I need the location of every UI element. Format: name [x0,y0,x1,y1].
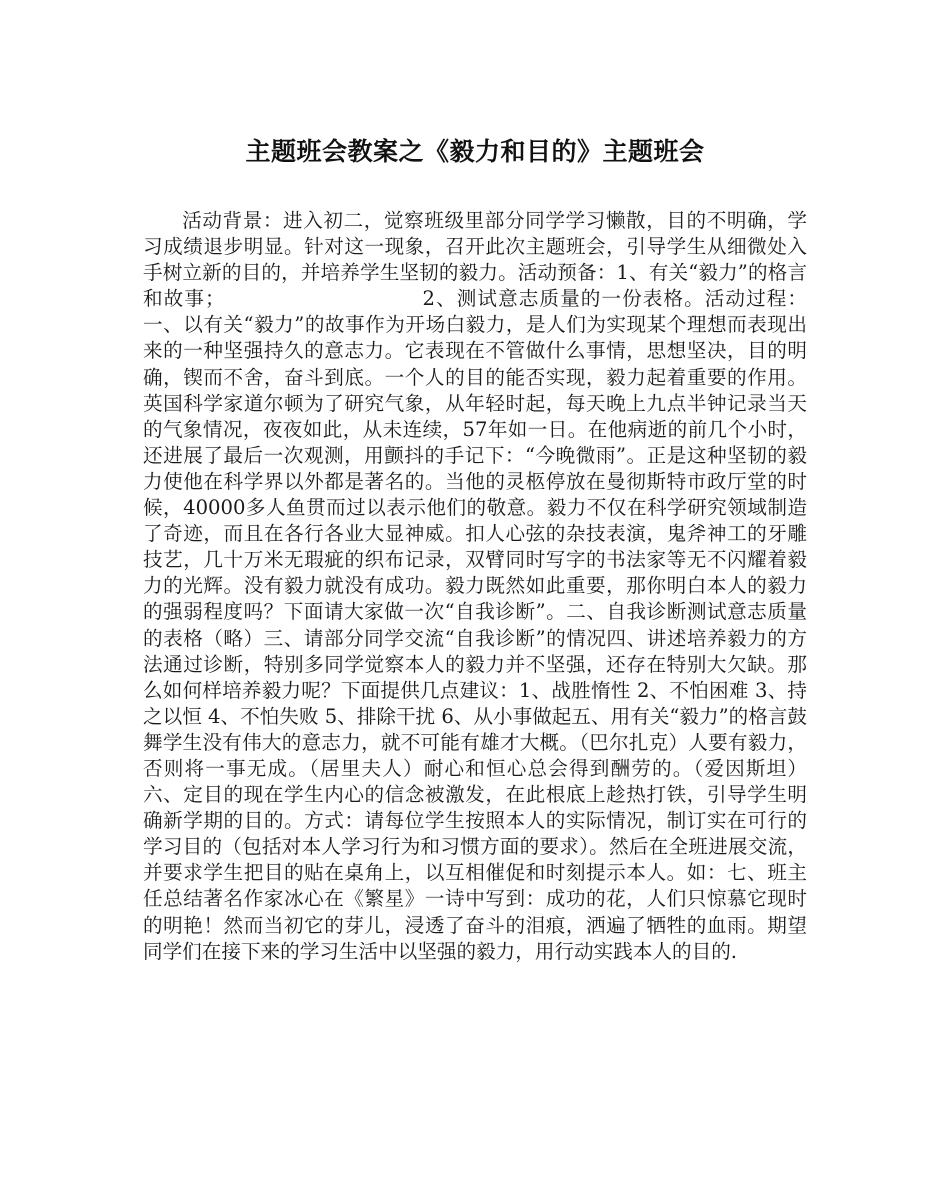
document-body: 活动背景：进入初二，觉察班级里部分同学学习懒散，目的不明确，学习成绩退步明显。针对这一现象，召开此次主题班会，引导学生从细微处入手树立新的目的，并培养学生坚韧的毅力。活动预备：1、有关“毅力”的格言和故事； 2、测试意志质量的一份表格。活动过程：一、以有关“毅力”的故事作为开场白毅力，是人们为实现某个理想而表现出来的一种坚强持久的意志力。它表现在不管做什么事情，思想坚决，目的明确，锲而不舍，奋斗到底。一个人的目的能否实现，毅力起着重要的作用。英国科学家道尔顿为了研究气象，从年轻时起，每天晚上九点半钟记录当天的气象情况，夜夜如此，从未连续，57年如一日。在他病逝的前几个小时，还进展了最后一次观测，用颤抖的手记下：“今晚微雨”。正是这种坚韧的毅力使他在科学界以外都是著名的。当他的灵柩停放在曼彻斯特市政厅堂的时候，40000多人鱼贯而过以表示他们的敬意。毅力不仅在科学研究领域制造了奇迹，而且在各行各业大显神威。扣人心弦的杂技表演，鬼斧神工的牙雕技艺，几十万米无瑕疵的织布记录，双臂同时写字的书法家等无不闪耀着毅力的光辉。没有毅力就没有成功。毅力既然如此重要，那你明白本人的毅力的强弱程度吗？下面请大家做一次“自我诊断”。二、自我诊断测试意志质量的表格（略）三、请部分同学交流“自我诊断”的情况四、讲述培养毅力的方法通过诊断，特别多同学觉察本人的毅力并不坚强，还存在特别大欠缺。那么如何样培养毅力呢？下面提供几点建议：1、战胜惰性 2、不怕困难 3、持之以恒 4、不怕失败 5、排除干扰 6、从小事做起五、用有关“毅力”的格言鼓舞学生没有伟大的意志力，就不可能有雄才大概。（巴尔扎克）人要有毅力，否则将一事无成。（居里夫人）耐心和恒心总会得到酬劳的。（爱因斯坦）六、定目的现在学生内心的信念被激发，在此根底上趁热打铁，引导学生明确新学期的目的。方式：请每位学生按照本人的实际情况，制订实在可行的学习目的（包括对本人学习行为和习惯方面的要求）。然后在全班进展交流，并要求学生把目的贴在桌角上，以互相催促和时刻提示本人。如：七、班主任总结著名作家冰心在《繁星》一诗中写到：成功的花，人们只惊慕它现时的明艳！然而当初它的芽儿，浸透了奋斗的泪痕，洒遍了牺牲的血雨。期望同学们在接下来的学习生活中以坚强的毅力，用行动实践本人的目的. [143,209,807,963]
document-title: 主题班会教案之《毅力和目的》主题班会 [245,137,705,166]
